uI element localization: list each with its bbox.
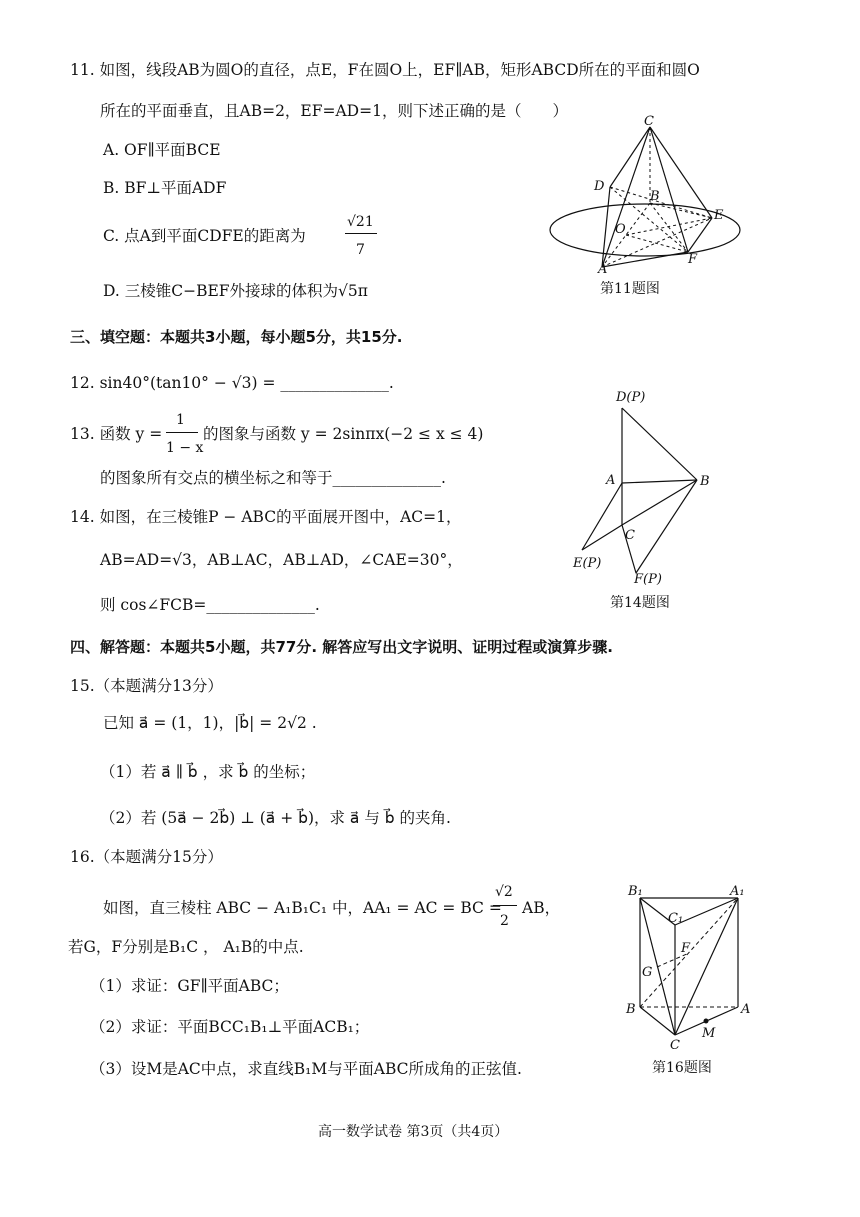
q16-part2: （2）求证：平面BCC₁B₁⊥平面ACB₁； bbox=[90, 1018, 370, 1036]
q14-line2: AB=AD=√3，AB⊥AC，AB⊥AD，∠CAE=30°， bbox=[100, 551, 463, 569]
q16-label-m: M bbox=[702, 1026, 716, 1041]
q16-frac-den: 2 bbox=[500, 913, 509, 929]
q14-label-dp: D(P) bbox=[616, 390, 646, 405]
q11-label-c: C bbox=[644, 114, 654, 129]
q11-label-e: E bbox=[714, 208, 724, 223]
q16-line1-post: AB， bbox=[522, 899, 561, 917]
q16-label-g: G bbox=[642, 965, 653, 980]
q11-option-c: C. 点A到平面CDFE的距离为 bbox=[103, 227, 306, 245]
q13-line2: 的图象所有交点的横坐标之和等于______________. bbox=[100, 469, 446, 487]
q14-figure-caption: 第14题图 bbox=[610, 595, 670, 611]
q16-line2: 若G，F分别是B₁C ， A₁B的中点. bbox=[68, 938, 304, 956]
q14-label-a: A bbox=[606, 473, 616, 488]
q14-label-c: C bbox=[625, 528, 635, 543]
q16-label-a: A bbox=[741, 1002, 751, 1017]
q16-part1: （1）求证：GF∥平面ABC； bbox=[90, 977, 289, 995]
q16-label-b1: B₁ bbox=[628, 884, 643, 899]
q11-option-b: B. BF⊥平面ADF bbox=[103, 179, 227, 197]
q13-post: 的图象与函数 y = 2sinπx(−2 ≤ x ≤ 4) bbox=[203, 425, 484, 443]
q11-label-a: A bbox=[598, 262, 608, 277]
q11-label-o: O bbox=[615, 222, 626, 237]
q16-label-b: B bbox=[626, 1002, 636, 1017]
q16-part3: （3）设M是AC中点，求直线B₁M与平面ABC所成角的正弦值. bbox=[90, 1060, 522, 1078]
q11-option-c-fraction-bar bbox=[345, 233, 377, 234]
q11-figure-caption: 第11题图 bbox=[600, 281, 660, 297]
q16-label-c: C bbox=[670, 1038, 680, 1053]
q14-figure bbox=[570, 385, 720, 585]
q16-frac-num: √2 bbox=[495, 884, 513, 900]
q16-label-f: F bbox=[681, 941, 691, 956]
q12-text: 12. sin40°(tan10° − √3) = ______________. bbox=[70, 374, 394, 392]
q14-label-fp: F(P) bbox=[634, 572, 662, 587]
q14-label-b: B bbox=[700, 474, 710, 489]
q13-frac-bar bbox=[166, 432, 198, 433]
q11-option-a: A. OF∥平面BCE bbox=[103, 141, 221, 159]
q11-option-d: D. 三棱锥C−BEF外接球的体积为√5π bbox=[103, 282, 368, 300]
q15-part2: （2）若 (5a⃗ − 2b⃗) ⊥ (a⃗ + b⃗)，求 a⃗ 与 b⃗ 的夹角. bbox=[100, 809, 451, 827]
q16-frac-bar bbox=[493, 905, 517, 906]
q15-head: 15.（本题满分13分） bbox=[70, 677, 223, 695]
q14-line3: 则 cos∠FCB=______________. bbox=[100, 596, 320, 614]
q11-stem-line2: 所在的平面垂直，且AB=2，EF=AD=1，则下述正确的是（ ） bbox=[100, 102, 568, 120]
q16-label-a1: A₁ bbox=[730, 884, 745, 899]
q13-frac-den: 1 − x bbox=[166, 440, 204, 456]
q14-line1: 14. 如图，在三棱锥P − ABC的平面展开图中，AC=1， bbox=[70, 508, 462, 526]
section-4-title: 四、解答题：本题共5小题，共77分. 解答应写出文字说明、证明过程或演算步骤. bbox=[70, 638, 613, 656]
q16-label-c1: C₁ bbox=[668, 911, 684, 926]
q15-given: 已知 a⃗ = (1，1)，|b⃗| = 2√2 . bbox=[103, 714, 317, 732]
q16-figure-caption: 第16题图 bbox=[652, 1060, 712, 1076]
q11-figure bbox=[530, 115, 730, 275]
page-footer: 高一数学试卷 第3页（共4页） bbox=[318, 1124, 509, 1140]
section-3-title: 三、填空题：本题共3小题，每小题5分，共15分. bbox=[70, 328, 403, 346]
q15-part1: （1）若 a⃗ ∥ b⃗ ，求 b⃗ 的坐标； bbox=[100, 763, 316, 781]
q11-option-c-numerator: √21 bbox=[347, 214, 374, 230]
q11-label-f: F bbox=[688, 252, 698, 267]
q11-label-d: D bbox=[594, 179, 605, 194]
q13-frac-num: 1 bbox=[176, 412, 185, 428]
q11-label-b: B bbox=[650, 189, 660, 204]
q11-option-c-denominator: 7 bbox=[356, 242, 365, 258]
q16-figure bbox=[620, 885, 760, 1065]
q11-stem-line1: 11. 如图，线段AB为圆O的直径，点E，F在圆O上，EF∥AB，矩形ABCD所在的平面和圆O bbox=[70, 61, 700, 79]
q16-line1-pre: 如图，直三棱柱 ABC − A₁B₁C₁ 中，AA₁ = AC = BC = bbox=[103, 899, 502, 917]
q13-pre: 13. 函数 y = bbox=[70, 425, 163, 443]
q14-label-ep: E(P) bbox=[573, 556, 602, 571]
q16-head: 16.（本题满分15分） bbox=[70, 848, 223, 866]
